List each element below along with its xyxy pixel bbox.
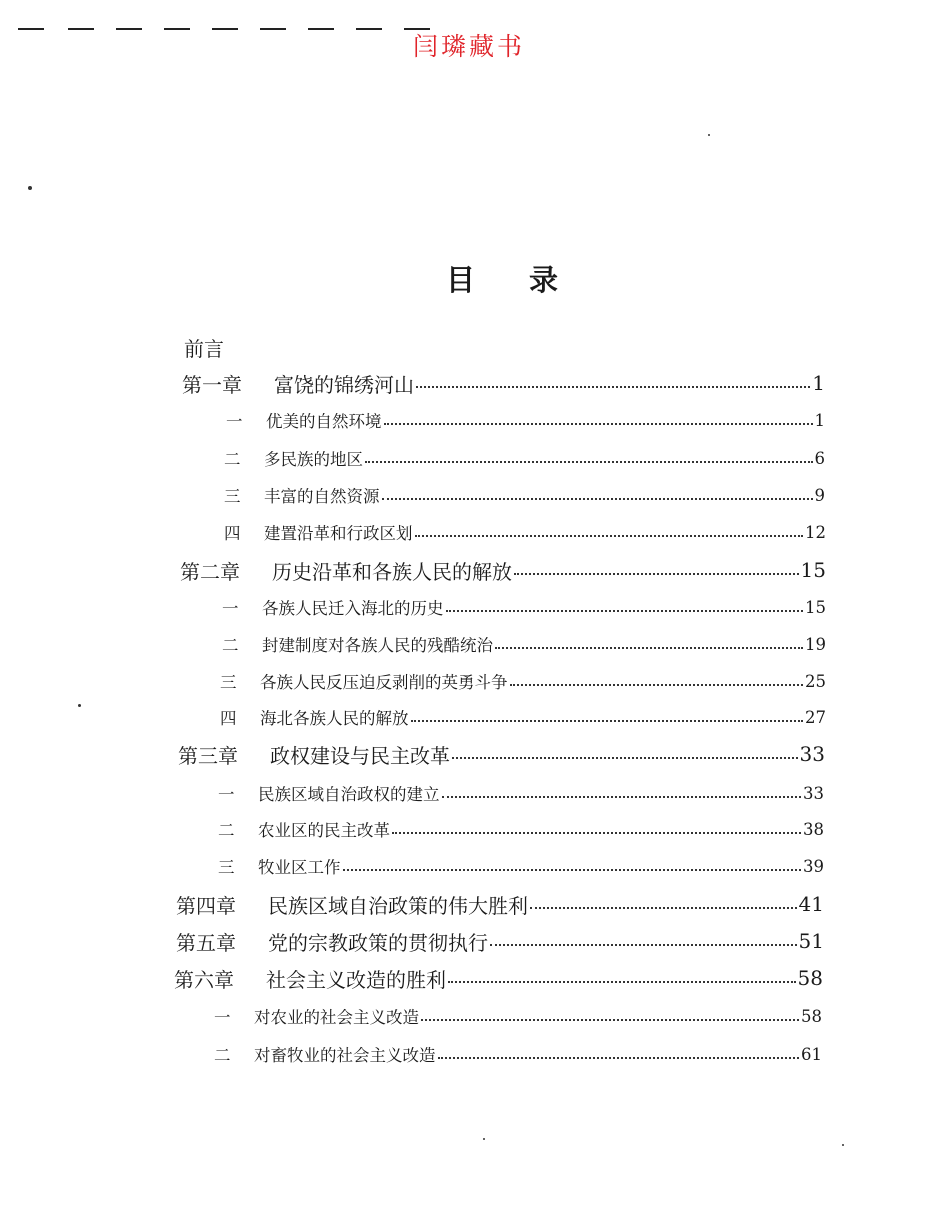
toc-page: 38 (803, 819, 824, 839)
toc-number: 第三章 (178, 743, 238, 768)
toc-number: 三 (220, 673, 237, 692)
toc-number: 三 (224, 487, 241, 506)
toc-title: 党的宗教政策的贯彻执行 (268, 930, 488, 955)
toc-number: 一 (226, 412, 243, 431)
collector-stamp: 闫璘藏书 (413, 32, 526, 61)
toc-title: 历史沿革和各族人民的解放 (272, 559, 512, 584)
toc-leader (510, 684, 804, 686)
toc-title: 建置沿革和行政区划 (264, 524, 413, 543)
toc-leader (382, 498, 813, 500)
toc-entry[interactable] (214, 1039, 822, 1069)
toc-page: 15 (800, 558, 826, 582)
toc-entry[interactable] (220, 666, 826, 696)
toc-page: 58 (801, 1006, 822, 1026)
toc-leader (442, 796, 802, 798)
toc-leader (392, 832, 801, 834)
toc-entry[interactable] (222, 592, 826, 622)
toc-entry[interactable] (220, 702, 826, 732)
toc-number: 一 (218, 785, 235, 804)
toc-title: 政权建设与民主改革 (270, 743, 450, 768)
toc-page: 15 (805, 597, 826, 617)
toc-page: 39 (803, 856, 824, 876)
toc-page: 33 (803, 783, 824, 803)
toc-entry[interactable] (176, 926, 824, 956)
toc-title: 民族区域自治政策的伟大胜利 (268, 893, 528, 918)
toc-page: 12 (805, 522, 826, 542)
toc-title: 富饶的锦绣河山 (274, 372, 414, 397)
toc-page: 19 (805, 634, 826, 654)
toc-leader (495, 647, 803, 649)
toc-entry[interactable] (218, 814, 824, 844)
toc-number: 一 (214, 1008, 231, 1027)
toc-leader (446, 610, 804, 612)
toc-preface-label: 前言 (184, 336, 224, 361)
toc-leader (365, 461, 813, 463)
toc-leader (490, 944, 797, 946)
toc-entry[interactable] (222, 629, 826, 659)
toc-title: 各族人民反压迫反剥削的英勇斗争 (260, 673, 508, 692)
toc-entry[interactable] (176, 889, 824, 919)
toc-leader (530, 907, 797, 909)
toc-page: 1 (814, 410, 825, 430)
page-title: 目录 (446, 263, 613, 297)
toc-leader (416, 386, 810, 388)
toc-page: 33 (799, 742, 825, 766)
toc-title: 各族人民迁入海北的历史 (262, 599, 444, 618)
toc-leader (452, 757, 798, 759)
toc-leader (415, 535, 804, 537)
toc-title: 封建制度对各族人民的残酷统治 (262, 636, 493, 655)
toc-entry[interactable] (182, 368, 825, 398)
toc-number: 四 (224, 524, 241, 543)
toc-leader (421, 1019, 799, 1021)
toc-number: 二 (218, 821, 235, 840)
toc-number: 第四章 (176, 893, 236, 918)
toc-page: 41 (798, 892, 824, 916)
toc-leader (384, 423, 813, 425)
toc-page: 6 (814, 448, 825, 468)
toc-number: 二 (214, 1046, 231, 1065)
toc-number: 第六章 (174, 967, 234, 992)
toc-page: 27 (805, 707, 826, 727)
toc-entry[interactable] (178, 739, 825, 769)
toc-title: 社会主义改造的胜利 (266, 967, 446, 992)
toc-entry[interactable] (174, 963, 823, 993)
toc-page: 1 (812, 371, 825, 395)
toc-leader (438, 1057, 800, 1059)
toc-number: 二 (222, 636, 239, 655)
toc-number: 四 (220, 709, 237, 728)
toc-title: 多民族的地区 (264, 450, 363, 469)
toc-leader (448, 981, 796, 983)
toc-leader (343, 869, 802, 871)
toc-page: 9 (814, 485, 825, 505)
toc-entry[interactable] (180, 555, 826, 585)
toc-page: 61 (801, 1044, 822, 1064)
toc-number: 二 (224, 450, 241, 469)
toc-entry[interactable] (214, 1001, 822, 1031)
toc-title: 牧业区工作 (258, 858, 341, 877)
toc-page: 25 (805, 671, 826, 691)
toc-leader (514, 573, 799, 575)
toc-number: 一 (222, 599, 239, 618)
toc-title: 对畜牧业的社会主义改造 (254, 1046, 436, 1065)
toc-title: 民族区域自治政权的建立 (258, 785, 440, 804)
toc-leader (411, 720, 804, 722)
toc-title: 对农业的社会主义改造 (254, 1008, 419, 1027)
toc-title: 农业区的民主改革 (258, 821, 390, 840)
toc-title: 优美的自然环境 (266, 412, 382, 431)
toc-title: 丰富的自然资源 (264, 487, 380, 506)
toc-page: 51 (798, 929, 824, 953)
toc-entry[interactable] (218, 778, 824, 808)
toc-number: 第二章 (180, 559, 240, 584)
toc-number: 三 (218, 858, 235, 877)
toc-entry[interactable] (224, 517, 826, 547)
toc-preface[interactable] (184, 332, 384, 362)
toc-entry[interactable] (224, 480, 825, 510)
toc-number: 第一章 (182, 372, 242, 397)
toc-title: 海北各族人民的解放 (260, 709, 409, 728)
toc-entry[interactable] (218, 851, 824, 881)
toc-entry[interactable] (224, 443, 825, 473)
toc-number: 第五章 (176, 930, 236, 955)
toc-entry[interactable] (226, 405, 825, 435)
toc-page: 58 (797, 966, 823, 990)
